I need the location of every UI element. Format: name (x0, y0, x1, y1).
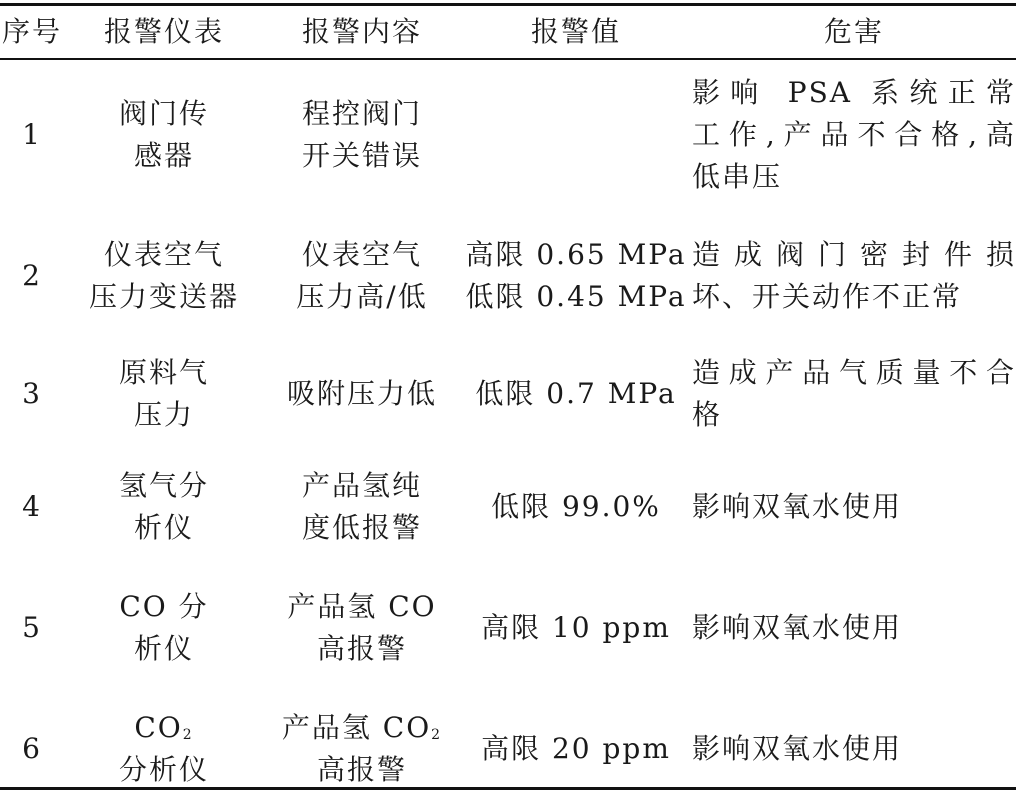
value-line: 低限 0.45 MPa (465, 280, 687, 313)
content-line: 吸附压力低 (286, 376, 437, 410)
value-line: 低限 99.0% (491, 489, 661, 523)
harm-line: 低串压 (692, 159, 783, 193)
instrument-line: 压力 (133, 397, 194, 431)
header-content: 报警内容 (301, 15, 422, 48)
row-content (264, 567, 460, 688)
instrument-line (64, 707, 264, 749)
row-harm (692, 567, 1016, 688)
content-line: 产品氢 CO (287, 589, 437, 623)
content-line: 高报警 (316, 752, 407, 786)
harm-line: 影响 PSA 系统正常 (692, 75, 1016, 109)
table-row (0, 688, 1016, 809)
row-value (460, 446, 692, 567)
row-harm (692, 446, 1016, 567)
content-line: 高报警 (316, 631, 407, 665)
content-line: 度低报警 (301, 510, 422, 544)
table-row (0, 341, 1016, 446)
row-instrument (64, 341, 264, 446)
harm-line: 格 (692, 397, 723, 431)
row-value (460, 688, 692, 809)
instrument-line: 析仪 (133, 631, 194, 665)
harm-line: 影响双氧水使用 (692, 610, 903, 644)
table-header-row (0, 6, 1016, 58)
row-content (264, 688, 460, 809)
row-content (264, 58, 460, 211)
instrument-line: 阀门传 (118, 96, 209, 130)
harm-line: 影响双氧水使用 (692, 489, 903, 523)
harm-line: 影响双氧水使用 (692, 731, 903, 765)
row-no: 2 (22, 259, 42, 292)
row-content (264, 341, 460, 446)
instrument-line: 感器 (133, 138, 194, 172)
table-row (0, 446, 1016, 567)
row-harm (692, 341, 1016, 446)
row-instrument (64, 567, 264, 688)
row-no: 6 (22, 731, 42, 765)
instrument-subscript: 2 (182, 726, 194, 743)
instrument-formula: CO (134, 710, 183, 744)
harm-line: 造成产品气质量不合 (692, 355, 1016, 389)
row-harm (692, 688, 1016, 809)
row-harm (692, 211, 1016, 341)
content-line: 仪表空气 (301, 238, 422, 271)
row-no: 5 (22, 610, 42, 644)
instrument-line: 分析仪 (118, 752, 209, 786)
header-harm: 危害 (823, 15, 884, 48)
content-formula: 产品氢 CO (281, 710, 432, 744)
content-line: 开关错误 (301, 138, 422, 172)
instrument-line: 原料气 (118, 355, 209, 389)
row-no: 4 (22, 489, 42, 523)
table-row (0, 58, 1016, 211)
value-line: 高限 10 ppm (481, 610, 671, 644)
row-content (264, 211, 460, 341)
instrument-line: 仪表空气 (103, 238, 224, 271)
row-value (460, 567, 692, 688)
content-line: 压力高/低 (296, 280, 428, 313)
table-row (0, 211, 1016, 341)
content-subscript: 2 (431, 726, 443, 743)
row-instrument (64, 446, 264, 567)
content-line (264, 707, 460, 749)
harm-line: 工作,产品不合格,高 (692, 117, 1016, 151)
instrument-line: 压力变送器 (88, 280, 239, 313)
value-line: 高限 0.65 MPa (465, 238, 687, 271)
row-harm (692, 58, 1016, 211)
harm-line: 坏、开关动作不正常 (692, 280, 963, 313)
content-line: 产品氢纯 (301, 468, 422, 502)
header-no: 序号 (1, 15, 62, 48)
value-line: 高限 20 ppm (481, 731, 671, 765)
table-row (0, 567, 1016, 688)
header-value: 报警值 (530, 15, 621, 48)
row-value (460, 341, 692, 446)
row-no: 3 (22, 376, 42, 410)
instrument-line: 析仪 (133, 510, 194, 544)
row-value (460, 211, 692, 341)
row-no: 1 (22, 117, 42, 151)
value-line: 低限 0.7 MPa (475, 376, 677, 410)
row-instrument (64, 58, 264, 211)
row-instrument (64, 688, 264, 809)
alarm-table (0, 6, 1016, 809)
harm-line: 造成阀门密封件损 (692, 238, 1016, 271)
row-value (460, 58, 692, 211)
instrument-line: 氢气分 (118, 468, 209, 502)
header-instrument: 报警仪表 (103, 15, 224, 48)
instrument-line: CO 分 (119, 589, 209, 623)
row-instrument (64, 211, 264, 341)
row-content (264, 446, 460, 567)
content-line: 程控阀门 (301, 96, 422, 130)
